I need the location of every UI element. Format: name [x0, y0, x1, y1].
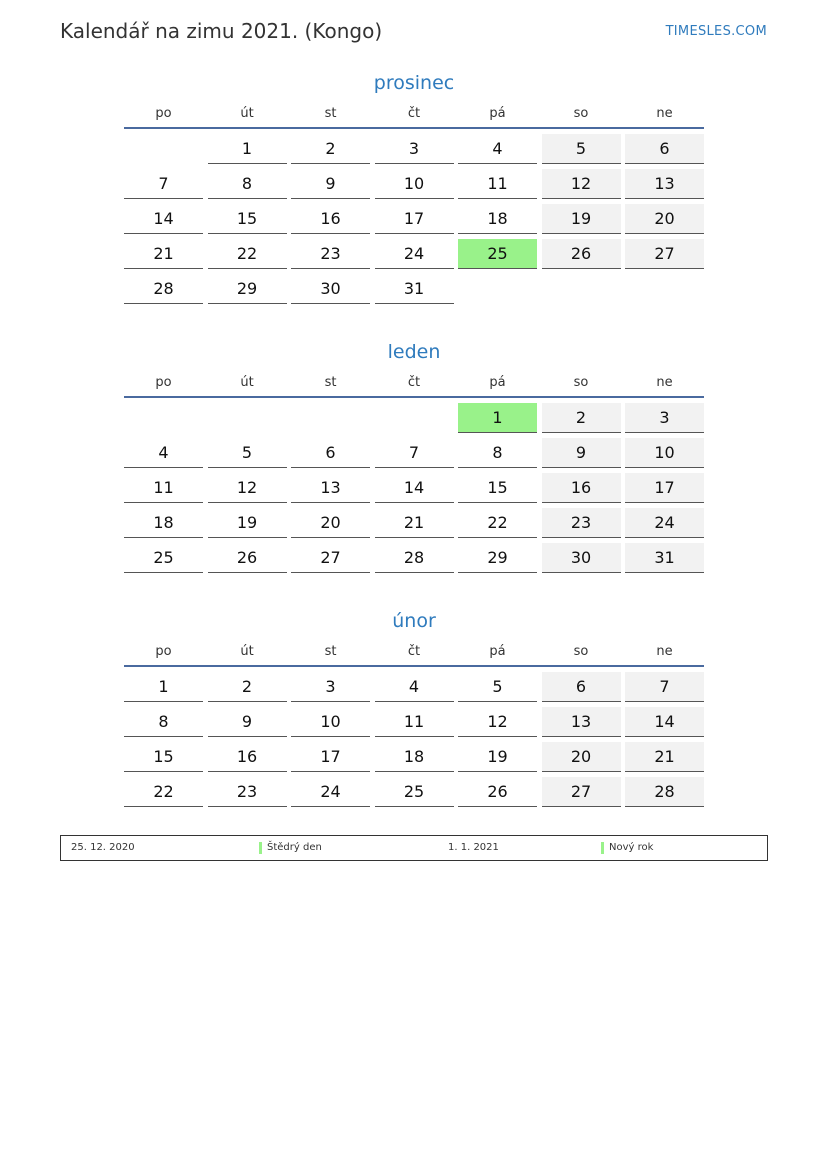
day-cell: 9 — [291, 169, 370, 199]
day-cell: 8 — [124, 707, 203, 737]
day-cell: 15 — [458, 473, 537, 503]
day-cell: 4 — [458, 134, 537, 164]
day-cell: 8 — [458, 438, 537, 468]
month-december — [124, 69, 704, 304]
day-cell: 17 — [375, 204, 454, 234]
weekday-label: ne — [656, 106, 673, 121]
day-cell: 17 — [291, 742, 370, 772]
weekday-header — [124, 639, 704, 667]
weekday-label: ne — [656, 644, 673, 659]
legend-holiday-swatch — [601, 842, 604, 854]
day-cell: 24 — [625, 508, 704, 538]
weekday-label: út — [240, 106, 254, 121]
legend-holiday-name: Štědrý den — [267, 842, 322, 853]
day-cell: 18 — [375, 742, 454, 772]
day-grid — [124, 134, 704, 304]
day-cell: 11 — [124, 473, 203, 503]
day-cell: 1 — [124, 672, 203, 702]
day-cell: 16 — [542, 473, 621, 503]
day-cell: 10 — [291, 707, 370, 737]
day-cell: 18 — [458, 204, 537, 234]
day-cell: 6 — [625, 134, 704, 164]
day-cell: 13 — [291, 473, 370, 503]
day-cell: 7 — [124, 169, 203, 199]
day-cell: 14 — [625, 707, 704, 737]
day-cell: 19 — [458, 742, 537, 772]
weekday-label: po — [155, 106, 172, 121]
day-cell: 31 — [375, 274, 454, 304]
weekday-label: čt — [407, 375, 421, 390]
holiday-day-cell: 1 — [458, 403, 537, 433]
weekday-label: so — [573, 644, 589, 659]
day-cell: 4 — [124, 438, 203, 468]
day-cell: 7 — [625, 672, 704, 702]
day-cell: 4 — [375, 672, 454, 702]
weekday-label: po — [155, 375, 172, 390]
empty-cell — [208, 403, 287, 432]
day-cell: 20 — [625, 204, 704, 234]
empty-cell — [124, 134, 203, 163]
weekday-label: st — [324, 375, 337, 390]
month-title: únor — [392, 610, 436, 632]
weekday-label: so — [573, 106, 589, 121]
weekday-label: ne — [656, 375, 673, 390]
day-cell: 30 — [542, 543, 621, 573]
day-cell: 21 — [625, 742, 704, 772]
day-cell: 24 — [291, 777, 370, 807]
day-cell: 20 — [291, 508, 370, 538]
day-cell: 5 — [458, 672, 537, 702]
holiday-day-cell: 25 — [458, 239, 537, 269]
day-cell: 12 — [208, 473, 287, 503]
day-cell: 2 — [291, 134, 370, 164]
day-cell: 27 — [291, 543, 370, 573]
day-cell: 29 — [208, 274, 287, 304]
day-cell: 28 — [375, 543, 454, 573]
day-cell: 26 — [542, 239, 621, 269]
weekday-label: so — [573, 375, 589, 390]
weekday-label: čt — [407, 106, 421, 121]
empty-cell — [375, 403, 454, 432]
weekday-label: út — [240, 375, 254, 390]
day-cell: 10 — [625, 438, 704, 468]
day-cell: 21 — [124, 239, 203, 269]
day-cell: 12 — [458, 707, 537, 737]
day-cell: 22 — [208, 239, 287, 269]
day-cell: 10 — [375, 169, 454, 199]
day-cell: 22 — [124, 777, 203, 807]
day-cell: 27 — [542, 777, 621, 807]
day-grid — [124, 403, 704, 573]
day-cell: 13 — [542, 707, 621, 737]
day-cell: 16 — [291, 204, 370, 234]
day-cell: 7 — [375, 438, 454, 468]
day-cell: 21 — [375, 508, 454, 538]
brand-link[interactable]: TIMESLES.COM — [665, 24, 767, 39]
day-cell: 12 — [542, 169, 621, 199]
empty-cell — [291, 403, 370, 432]
day-cell: 3 — [625, 403, 704, 433]
day-cell: 30 — [291, 274, 370, 304]
month-title: prosinec — [373, 72, 455, 94]
day-cell: 11 — [458, 169, 537, 199]
day-cell: 28 — [124, 274, 203, 304]
weekday-label: st — [324, 644, 337, 659]
day-cell: 5 — [208, 438, 287, 468]
day-cell: 19 — [542, 204, 621, 234]
month-february — [124, 607, 704, 807]
day-cell: 29 — [458, 543, 537, 573]
day-cell: 23 — [291, 239, 370, 269]
day-cell: 9 — [542, 438, 621, 468]
weekday-label: st — [324, 106, 337, 121]
day-cell: 18 — [124, 508, 203, 538]
empty-cell — [124, 403, 203, 432]
day-cell: 6 — [291, 438, 370, 468]
day-cell: 1 — [208, 134, 287, 164]
day-cell: 15 — [208, 204, 287, 234]
day-cell: 14 — [124, 204, 203, 234]
day-cell: 23 — [542, 508, 621, 538]
day-cell: 2 — [208, 672, 287, 702]
weekday-label: čt — [407, 644, 421, 659]
weekday-label: pá — [489, 644, 506, 659]
day-cell: 25 — [124, 543, 203, 573]
month-title: leden — [387, 341, 441, 363]
day-cell: 8 — [208, 169, 287, 199]
day-cell: 28 — [625, 777, 704, 807]
holiday-legend — [60, 835, 768, 861]
day-cell: 23 — [208, 777, 287, 807]
weekday-header — [124, 370, 704, 398]
day-cell: 20 — [542, 742, 621, 772]
day-cell: 13 — [625, 169, 704, 199]
month-january — [124, 338, 704, 573]
day-cell: 22 — [458, 508, 537, 538]
legend-holiday-name: Nový rok — [609, 842, 654, 853]
day-cell: 19 — [208, 508, 287, 538]
day-cell: 9 — [208, 707, 287, 737]
day-cell: 31 — [625, 543, 704, 573]
day-cell: 16 — [208, 742, 287, 772]
legend-holiday-swatch — [259, 842, 262, 854]
weekday-label: pá — [489, 375, 506, 390]
day-cell: 6 — [542, 672, 621, 702]
day-cell: 2 — [542, 403, 621, 433]
day-cell: 3 — [375, 134, 454, 164]
legend-date: 25. 12. 2020 — [71, 842, 135, 853]
day-cell: 3 — [291, 672, 370, 702]
day-cell: 11 — [375, 707, 454, 737]
day-cell: 17 — [625, 473, 704, 503]
day-grid — [124, 672, 704, 807]
day-cell: 14 — [375, 473, 454, 503]
day-cell: 24 — [375, 239, 454, 269]
day-cell: 15 — [124, 742, 203, 772]
day-cell: 25 — [375, 777, 454, 807]
day-cell: 27 — [625, 239, 704, 269]
page-title: Kalendář na zimu 2021. (Kongo) — [60, 19, 383, 43]
weekday-header — [124, 101, 704, 129]
weekday-label: út — [240, 644, 254, 659]
day-cell: 26 — [458, 777, 537, 807]
legend-date: 1. 1. 2021 — [448, 842, 499, 853]
day-cell: 5 — [542, 134, 621, 164]
day-cell: 26 — [208, 543, 287, 573]
weekday-label: pá — [489, 106, 506, 121]
weekday-label: po — [155, 644, 172, 659]
